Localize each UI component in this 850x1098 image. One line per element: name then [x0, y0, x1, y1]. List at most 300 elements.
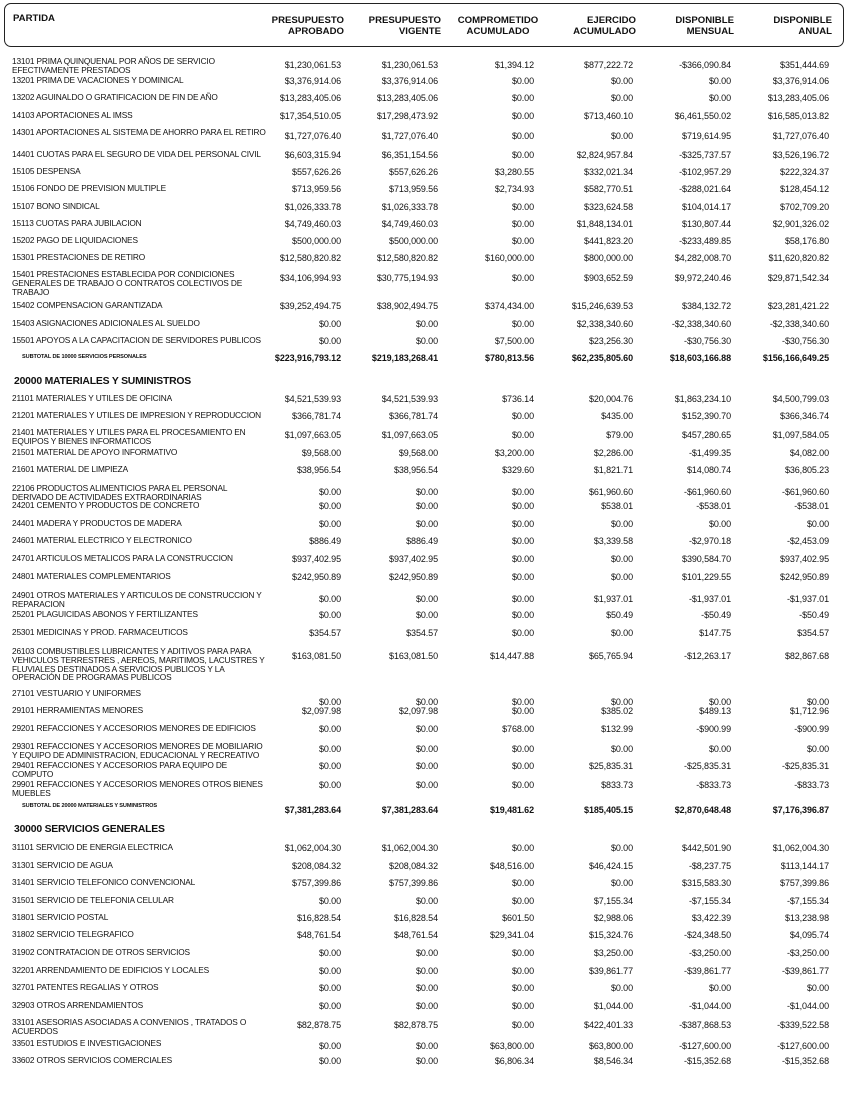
cell-value: $0.00 [318, 1041, 341, 1051]
cell-value: $12,580,820.82 [279, 253, 341, 263]
cell-value: $0.00 [511, 131, 534, 141]
cell-value: $38,902,494.75 [376, 301, 438, 311]
cell-value: $366,781.74 [389, 411, 438, 421]
cell-value: $0.00 [511, 501, 534, 511]
cell-value: $366,346.74 [780, 411, 829, 421]
table-row [0, 628, 850, 646]
cell-value: $390,584.70 [682, 554, 731, 564]
cell-value: $0.00 [708, 983, 731, 993]
cell-value: $0.00 [415, 1041, 438, 1051]
cell-value: $0.00 [708, 93, 731, 103]
cell-value: $4,095.74 [789, 930, 829, 940]
partida-description: 32201 ARRENDAMIENTO DE EDIFICIOS Y LOCALES [12, 965, 210, 975]
partida-description: 21501 MATERIAL DE APOYO INFORMATIVO [12, 447, 178, 457]
cell-value: -$39,861.77 [782, 966, 829, 976]
subtotal-row [0, 801, 850, 819]
cell-value: $1,097,663.05 [381, 430, 438, 440]
cell-value: $0.00 [610, 572, 633, 582]
partida-description: 21201 MATERIALES Y UTILES DE IMPRESION Y REPRODUCCION [12, 410, 262, 420]
table-row [0, 646, 850, 683]
partida-description: 29901 REFACCIONES Y ACCESORIOS MENORES OTROS BIENES MUEBLES [12, 779, 263, 798]
cell-value: $2,901,326.02 [772, 219, 829, 229]
cell-value: -$833.73 [696, 780, 731, 790]
cell-value: $38,956.54 [393, 465, 438, 475]
table-row [0, 150, 850, 168]
cell-value: $50.49 [606, 610, 633, 620]
table-row [0, 428, 850, 446]
table-row [0, 572, 850, 590]
cell-value: $2,338,340.60 [576, 319, 633, 329]
table-row [0, 610, 850, 628]
cell-value: -$7,155.34 [786, 896, 829, 906]
cell-value: $0.00 [511, 780, 534, 790]
cell-value: $4,749,460.03 [381, 219, 438, 229]
cell-value: $315,583.30 [682, 878, 731, 888]
cell-value: $0.00 [318, 697, 341, 707]
table-row [0, 591, 850, 609]
cell-value: $0.00 [415, 948, 438, 958]
cell-value: -$900.99 [794, 724, 829, 734]
cell-value: $16,828.54 [296, 913, 341, 923]
cell-value: $1,937.01 [593, 594, 633, 604]
cell-value: $489.13 [699, 706, 731, 716]
table-row [0, 1018, 850, 1036]
cell-value: $61,960.60 [588, 487, 633, 497]
table-row [0, 742, 850, 760]
cell-value: $0.00 [511, 948, 534, 958]
cell-value: -$7,155.34 [688, 896, 731, 906]
cell-value: $13,238.98 [784, 913, 829, 923]
cell-value: $0.00 [318, 336, 341, 346]
cell-value: $0.00 [511, 411, 534, 421]
cell-value: $0.00 [318, 896, 341, 906]
cell-value: $384,132.72 [682, 301, 731, 311]
table-row [0, 930, 850, 948]
column-header-3 [448, 15, 548, 37]
cell-value: $147.75 [699, 628, 731, 638]
cell-value: $937,402.95 [780, 554, 829, 564]
cell-value: $2,988.06 [593, 913, 633, 923]
cell-value: $82,878.75 [296, 1020, 341, 1030]
cell-value: -$39,861.77 [684, 966, 731, 976]
cell-value: -$3,250.00 [688, 948, 731, 958]
cell-value: $156,166,649.25 [762, 353, 829, 363]
cell-value: $886.49 [406, 536, 438, 546]
cell-value: $0.00 [318, 744, 341, 754]
cell-value: -$538.01 [794, 501, 829, 511]
cell-value: -$1,044.00 [688, 1001, 731, 1011]
cell-value: -$25,835.31 [782, 761, 829, 771]
cell-value: $500,000.00 [389, 236, 438, 246]
cell-value: $557,626.26 [389, 167, 438, 177]
cell-value: $0.00 [511, 706, 534, 716]
cell-value: $208,084.32 [389, 861, 438, 871]
cell-value: $0.00 [511, 966, 534, 976]
table-row [0, 184, 850, 202]
cell-value: -$538.01 [696, 501, 731, 511]
cell-value: $38,956.54 [296, 465, 341, 475]
column-header-line: COMPROMETIDO [457, 15, 539, 26]
cell-value: $104,014.17 [682, 202, 731, 212]
cell-value: $0.00 [511, 983, 534, 993]
cell-value: $0.00 [318, 724, 341, 734]
cell-value: $2,734.93 [494, 184, 534, 194]
partida-description: 15202 PAGO DE LIQUIDACIONES [12, 235, 138, 245]
cell-value: $3,250.00 [593, 948, 633, 958]
table-row [0, 878, 850, 896]
cell-value: $0.00 [318, 319, 341, 329]
cell-value: $736.14 [502, 394, 534, 404]
column-header-line: PRESUPUESTO [271, 15, 344, 26]
cell-value: $442,501.90 [682, 843, 731, 853]
partida-description: 29301 REFACCIONES Y ACCESORIOS MENORES DE MOBILIARIO Y EQUIPO DE ADMINISTRACION, EDUCACIONAL Y RECREATIVO [12, 741, 263, 760]
section-title: 30000 SERVICIOS GENERALES [14, 824, 165, 835]
table-row [0, 724, 850, 742]
cell-value: -$102,957.29 [679, 167, 731, 177]
column-header-1 [244, 15, 344, 37]
cell-value: $9,568.00 [398, 448, 438, 458]
cell-value: -$25,835.31 [684, 761, 731, 771]
partida-description: 31101 SERVICIO DE ENERGIA ELECTRICA [12, 842, 173, 852]
cell-value: $0.00 [318, 519, 341, 529]
cell-value: $4,082.00 [789, 448, 829, 458]
column-header-line: EJERCIDO [586, 15, 636, 26]
cell-value: $366,781.74 [292, 411, 341, 421]
cell-value: $757,399.86 [389, 878, 438, 888]
cell-value: -$2,453.09 [786, 536, 829, 546]
cell-value: $3,339.58 [593, 536, 633, 546]
cell-value: $323,624.58 [584, 202, 633, 212]
cell-value: $0.00 [511, 150, 534, 160]
cell-value: $1,026,333.78 [381, 202, 438, 212]
cell-value: $0.00 [610, 628, 633, 638]
cell-value: $23,256.30 [588, 336, 633, 346]
cell-value: $25,835.31 [588, 761, 633, 771]
cell-value: $713,959.56 [389, 184, 438, 194]
cell-value: $130,807.44 [682, 219, 731, 229]
cell-value: $7,381,283.64 [284, 805, 341, 815]
cell-value: -$24,348.50 [684, 930, 731, 940]
cell-value: $79.00 [606, 430, 633, 440]
cell-value: $1,863,234.10 [674, 394, 731, 404]
cell-value: $30,775,194.93 [376, 273, 438, 283]
cell-value: -$12,263.17 [684, 651, 731, 661]
table-row [0, 269, 850, 297]
partida-description: 13201 PRIMA DE VACACIONES Y DOMINICAL [12, 75, 184, 85]
cell-value: $82,867.68 [784, 651, 829, 661]
cell-value: $1,821.71 [593, 465, 633, 475]
cell-value: $0.00 [511, 1001, 534, 1011]
cell-value: $0.00 [415, 319, 438, 329]
cell-value: $1,026,333.78 [284, 202, 341, 212]
cell-value: $0.00 [318, 501, 341, 511]
cell-value: $0.00 [415, 610, 438, 620]
column-header-4 [536, 15, 636, 37]
cell-value: $757,399.86 [292, 878, 341, 888]
cell-value: $0.00 [511, 594, 534, 604]
cell-value: $185,405.15 [584, 805, 633, 815]
cell-value: $0.00 [511, 430, 534, 440]
cell-value: -$2,338,340.60 [671, 319, 731, 329]
column-header-line: ACUMULADO [573, 26, 636, 37]
partida-description: 31301 SERVICIO DE AGUA [12, 860, 113, 870]
cell-value: $0.00 [511, 93, 534, 103]
partida-description: 33101 ASESORIAS ASOCIADAS A CONVENIOS , TRATADOS O ACUERDOS [12, 1017, 247, 1036]
cell-value: $0.00 [415, 336, 438, 346]
cell-value: $101,229.55 [682, 572, 731, 582]
cell-value: $7,176,396.87 [772, 805, 829, 815]
cell-value: $13,283,405.06 [376, 93, 438, 103]
column-header-2 [341, 15, 441, 37]
cell-value: $0.00 [511, 843, 534, 853]
column-header-line: APROBADO [288, 26, 344, 37]
cell-value: $0.00 [511, 572, 534, 582]
partida-description: 24801 MATERIALES COMPLEMENTARIOS [12, 571, 171, 581]
cell-value: $0.00 [415, 744, 438, 754]
partida-description: 15107 BONO SINDICAL [12, 201, 100, 211]
cell-value: -$15,352.68 [782, 1056, 829, 1066]
cell-value: -$233,489.85 [679, 236, 731, 246]
cell-value: $1,848,134.01 [576, 219, 633, 229]
cell-value: $0.00 [511, 76, 534, 86]
partida-description: 22106 PRODUCTOS ALIMENTICIOS PARA EL PERSONAL DERIVADO DE ACTIVIDADES EXTRAORDINARIAS [12, 483, 228, 502]
cell-value: $0.00 [415, 724, 438, 734]
section-header [0, 824, 850, 842]
cell-value: $163,081.50 [292, 651, 341, 661]
cell-value: $163,081.50 [389, 651, 438, 661]
partida-description: 31401 SERVICIO TELEFONICO CONVENCIONAL [12, 877, 196, 887]
cell-value: $0.00 [610, 843, 633, 853]
cell-value: $7,500.00 [494, 336, 534, 346]
cell-value: $0.00 [318, 983, 341, 993]
cell-value: $1,062,004.30 [284, 843, 341, 853]
partida-description: 13202 AGUINALDO O GRATIFICACION DE FIN DE AÑO [12, 92, 218, 102]
partida-description: 33501 ESTUDIOS E INVESTIGACIONES [12, 1038, 162, 1048]
cell-value: $435.00 [601, 411, 633, 421]
cell-value: $160,000.00 [485, 253, 534, 263]
table-row [0, 554, 850, 572]
cell-value: $4,282,008.70 [674, 253, 731, 263]
column-header-line: PRESUPUESTO [368, 15, 441, 26]
cell-value: $4,500,799.03 [772, 394, 829, 404]
cell-value: $0.00 [511, 628, 534, 638]
cell-value: $7,381,283.64 [381, 805, 438, 815]
partida-description: 15403 ASIGNACIONES ADICIONALES AL SUELDO [12, 318, 200, 328]
cell-value: $0.00 [511, 319, 534, 329]
partida-description: 29101 HERRAMIENTAS MENORES [12, 705, 144, 715]
cell-value: $6,806.34 [494, 1056, 534, 1066]
cell-value: $11,620,820.82 [768, 253, 829, 263]
partida-description: 24601 MATERIAL ELECTRICO Y ELECTRONICO [12, 535, 192, 545]
cell-value: $0.00 [511, 273, 534, 283]
cell-value: $8,546.34 [593, 1056, 633, 1066]
cell-value: $0.00 [415, 519, 438, 529]
cell-value: $354.57 [406, 628, 438, 638]
partida-description: 25301 MEDICINAS Y PROD. FARMACEUTICOS [12, 627, 188, 637]
cell-value: -$1,937.01 [688, 594, 731, 604]
subtotal-label: SUBTOTAL DE 10000 SERVICIOS PERSONALES [22, 354, 147, 360]
cell-value: $713,460.10 [584, 111, 633, 121]
partida-description: 24901 OTROS MATERIALES Y ARTICULOS DE CONSTRUCCION Y REPARACION [12, 590, 262, 609]
partida-description: 25201 PLAGUICIDAS ABONOS Y FERTILIZANTES [12, 609, 198, 619]
cell-value: $0.00 [318, 1001, 341, 1011]
cell-value: $0.00 [511, 111, 534, 121]
partida-description: 31501 SERVICIO DE TELEFONIA CELULAR [12, 895, 174, 905]
cell-value: -$127,600.00 [679, 1041, 731, 1051]
cell-value: $0.00 [511, 896, 534, 906]
subtotal-row [0, 352, 850, 370]
cell-value: -$8,237.75 [688, 861, 731, 871]
table-row [0, 501, 850, 519]
cell-value: $9,568.00 [301, 448, 341, 458]
table-row [0, 896, 850, 914]
cell-value: $39,252,494.75 [279, 301, 341, 311]
partida-description: 15401 PRESTACIONES ESTABLECIDA POR CONDICIONES GENERALES DE TRABAJO O CONTRATOS COLECTIVOS DE TRABAJO [12, 269, 243, 297]
cell-value: $113,144.17 [780, 861, 829, 871]
cell-value: $0.00 [511, 761, 534, 771]
cell-value: $16,585,013.82 [767, 111, 829, 121]
cell-value: $422,401.33 [584, 1020, 633, 1030]
cell-value: $332,021.34 [584, 167, 633, 177]
cell-value: $62,235,805.60 [571, 353, 633, 363]
cell-value: $2,824,957.84 [576, 150, 633, 160]
cell-value: $18,603,166.88 [669, 353, 731, 363]
cell-value: $0.00 [318, 966, 341, 976]
cell-value: -$900.99 [696, 724, 731, 734]
cell-value: $1,712.96 [789, 706, 829, 716]
partida-description: 15402 COMPENSACION GARANTIZADA [12, 300, 163, 310]
cell-value: $800,000.00 [584, 253, 633, 263]
cell-value: $354.57 [309, 628, 341, 638]
table-row [0, 948, 850, 966]
cell-value: $2,097.98 [398, 706, 438, 716]
cell-value: $63,800.00 [588, 1041, 633, 1051]
cell-value: $457,280.65 [682, 430, 731, 440]
cell-value: $354.57 [797, 628, 829, 638]
cell-value: -$30,756.30 [684, 336, 731, 346]
cell-value: $4,749,460.03 [284, 219, 341, 229]
partida-description: 14103 APORTACIONES AL IMSS [12, 110, 133, 120]
column-header-6 [732, 15, 832, 37]
table-row [0, 536, 850, 554]
cell-value: -$50.49 [701, 610, 731, 620]
column-header-line: DISPONIBLE [773, 15, 832, 26]
cell-value: $2,870,648.48 [674, 805, 731, 815]
cell-value: $0.00 [806, 744, 829, 754]
partida-description: 13101 PRIMA QUINQUENAL POR AÑOS DE SERVICIO EFECTIVAMENTE PRESTADOS [12, 56, 215, 75]
cell-value: $1,044.00 [593, 1001, 633, 1011]
column-header-line: MENSUAL [686, 26, 734, 37]
partida-description: 31902 CONTRATACION DE OTROS SERVICIOS [12, 947, 190, 957]
cell-value: $0.00 [415, 966, 438, 976]
cell-value: $29,871,542.34 [767, 273, 829, 283]
cell-value: $0.00 [318, 610, 341, 620]
cell-value: $13,283,405.06 [279, 93, 341, 103]
cell-value: $3,376,914.06 [381, 76, 438, 86]
cell-value: $0.00 [511, 697, 534, 707]
cell-value: $937,402.95 [292, 554, 341, 564]
cell-value: $937,402.95 [389, 554, 438, 564]
cell-value: $0.00 [415, 1056, 438, 1066]
cell-value: $65,765.94 [588, 651, 633, 661]
cell-value: $0.00 [511, 1020, 534, 1030]
subtotal-label: SUBTOTAL DE 20000 MATERIALES Y SUMINISTROS [22, 803, 158, 809]
cell-value: $6,461,550.02 [674, 111, 731, 121]
cell-value: $0.00 [806, 519, 829, 529]
cell-value: $1,097,584.05 [772, 430, 829, 440]
table-row [0, 301, 850, 319]
cell-value: -$2,970.18 [688, 536, 731, 546]
column-header-line: VIGENTE [398, 26, 441, 37]
cell-value: -$2,338,340.60 [769, 319, 829, 329]
column-header-line: ANUAL [798, 26, 832, 37]
cell-value: $0.00 [806, 983, 829, 993]
cell-value: $0.00 [708, 697, 731, 707]
cell-value: $877,222.72 [584, 60, 633, 70]
cell-value: $374,434.00 [485, 301, 534, 311]
cell-value: $48,761.54 [296, 930, 341, 940]
cell-value: $3,280.55 [494, 167, 534, 177]
cell-value: $12,580,820.82 [376, 253, 438, 263]
cell-value: $713,959.56 [292, 184, 341, 194]
cell-value: $0.00 [511, 610, 534, 620]
partida-description: 32903 OTROS ARRENDAMIENTOS [12, 1000, 144, 1010]
cell-value: -$1,044.00 [786, 1001, 829, 1011]
cell-value: $3,376,914.06 [772, 76, 829, 86]
cell-value: $351,444.69 [780, 60, 829, 70]
cell-value: -$1,499.35 [688, 448, 731, 458]
table-row [0, 465, 850, 483]
cell-value: $601.50 [502, 913, 534, 923]
cell-value: $19,481.62 [489, 805, 534, 815]
cell-value: $3,526,196.72 [772, 150, 829, 160]
cell-value: $886.49 [309, 536, 341, 546]
cell-value: $0.00 [610, 744, 633, 754]
partida-description: 24401 MADERA Y PRODUCTOS DE MADERA [12, 518, 182, 528]
cell-value: -$3,250.00 [786, 948, 829, 958]
cell-value: $768.00 [502, 724, 534, 734]
partida-description: 29201 REFACCIONES Y ACCESORIOS MENORES DE EDIFICIOS [12, 723, 256, 733]
cell-value: $0.00 [610, 131, 633, 141]
partida-description: 33602 OTROS SERVICIOS COMERCIALES [12, 1055, 172, 1065]
partida-description: 14401 CUOTAS PARA EL SEGURO DE VIDA DEL PERSONAL CIVIL [12, 149, 261, 159]
cell-value: $1,394.12 [494, 60, 534, 70]
table-row [0, 780, 850, 798]
cell-value: $329.60 [502, 465, 534, 475]
cell-value: $14,080.74 [686, 465, 731, 475]
cell-value: $219,183,268.41 [371, 353, 438, 363]
partida-description: 27101 VESTUARIO Y UNIFORMES [12, 688, 141, 698]
cell-value: -$339,522.58 [777, 1020, 829, 1030]
cell-value: $63,800.00 [489, 1041, 534, 1051]
cell-value: $1,062,004.30 [772, 843, 829, 853]
cell-value: $780,813.56 [485, 353, 534, 363]
cell-value: $39,861.77 [588, 966, 633, 976]
cell-value: $0.00 [511, 236, 534, 246]
cell-value: $0.00 [610, 878, 633, 888]
cell-value: $6,351,154.56 [381, 150, 438, 160]
cell-value: $58,176.80 [784, 236, 829, 246]
cell-value: $0.00 [511, 744, 534, 754]
cell-value: $0.00 [415, 896, 438, 906]
cell-value: $4,521,539.93 [284, 394, 341, 404]
cell-value: $46,424.15 [588, 861, 633, 871]
cell-value: $3,376,914.06 [284, 76, 341, 86]
cell-value: $0.00 [511, 487, 534, 497]
cell-value: $0.00 [318, 948, 341, 958]
cell-value: -$61,960.60 [684, 487, 731, 497]
cell-value: $1,230,061.53 [381, 60, 438, 70]
